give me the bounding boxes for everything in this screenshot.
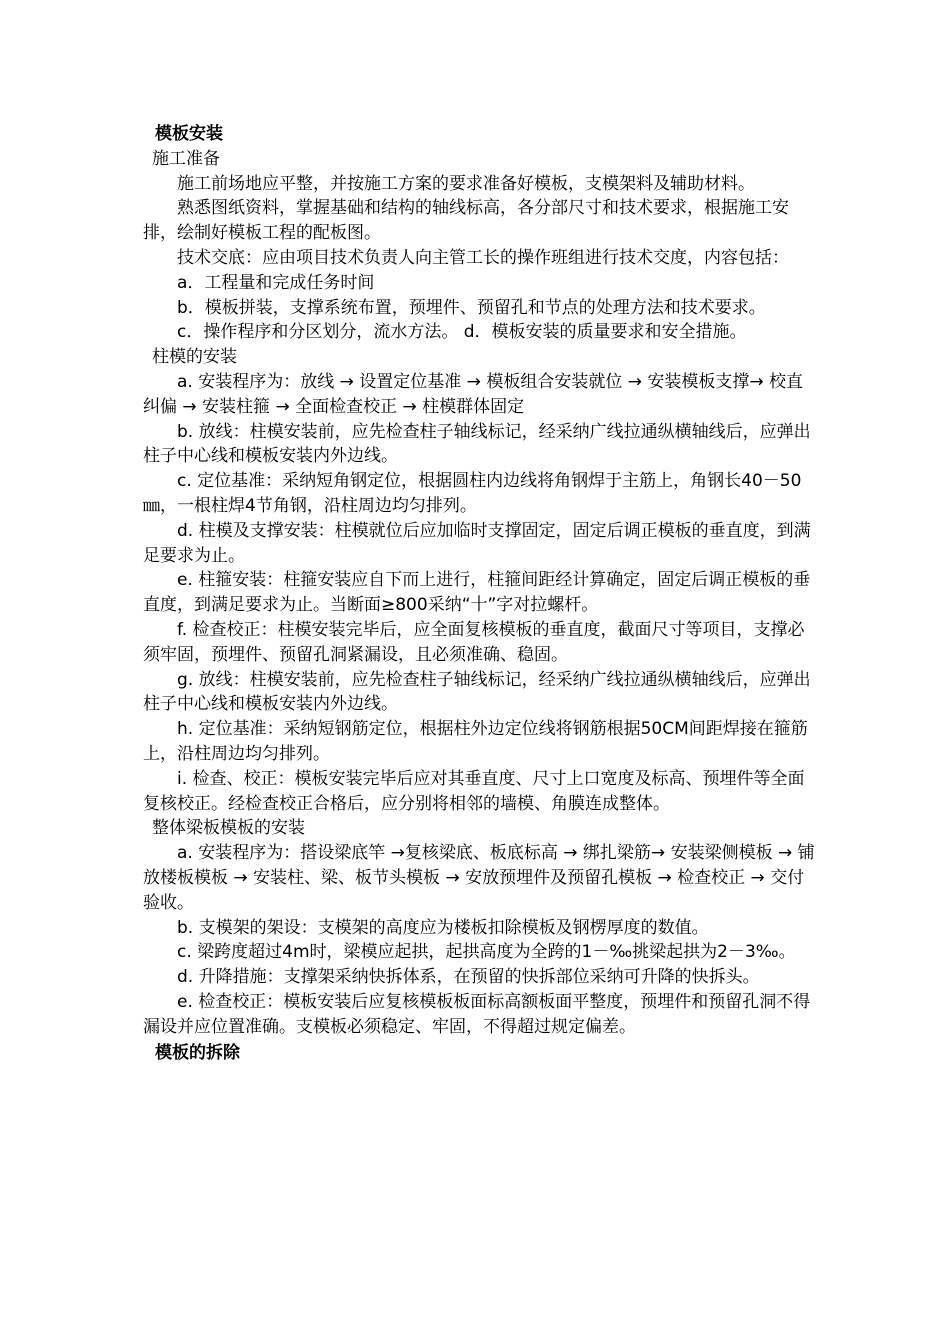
heading-beam-slab-formwork: 整体梁板模板的安装 — [152, 818, 305, 839]
document-body — [143, 122, 815, 1066]
list-item: e. 柱箍安装：柱箍安装应自下而上进行，柱箍间距经计算确定，固定后调正模板的垂直度，到满足要求为止。当断面≥800采纳“十”字对拉螺杆。 — [143, 570, 811, 616]
heading-column-formwork: 柱模的安装 — [152, 347, 237, 368]
list-item: b．模板拼装，支撑系统布置，预埋件、预留孔和节点的处理方法和技术要求。 — [177, 297, 766, 318]
list-item: a. 安装程序为：放线 → 设置定位基准 → 模板组合安装就位 → 安装模板支撑→ 校直纠偏 → 安装柱箍 → 全面检查校正 → 柱模群体固定 — [143, 371, 804, 417]
list-item: a．工程量和完成任务时间 — [177, 272, 375, 293]
list-item: b. 支模架的架设：支模架的高度应为楼板扣除模板及钢楞厚度的数值。 — [177, 917, 709, 938]
list-item: g. 放线：柱模安装前，应先检查柱子轴线标记，经采纳广线拉通纵横轴线后，应弹出柱子中心线和模板安装内外边线。 — [143, 669, 811, 715]
paragraph: 技术交底：应由项目技术负责人向主管工长的操作班组进行技术交度，内容包括： — [177, 247, 789, 268]
heading-preparation: 施工准备 — [152, 148, 220, 169]
list-item: f. 检查校正：柱模安装完毕后，应全面复核模板的垂直度，截面尺寸等项目，支撑必须牢固，预埋件、预留孔洞紧漏设，且必须准确、稳固。 — [143, 619, 805, 665]
list-item: h. 定位基准：采纳短钢筋定位，根据柱外边定位线将钢筋根据50CM间距焊接在箍筋上，沿柱周边均匀排列。 — [143, 719, 808, 764]
list-item: c. 定位基准：采纳短角钢定位，根据圆柱内边线将角钢焊于主筋上，角钢长40－50㎜，一根柱焊4节角钢，沿柱周边均匀排列。 — [143, 471, 802, 516]
list-item: c．操作程序和分区划分，流水方法。 d．模板安装的质量要求和安全措施。 — [177, 322, 747, 343]
list-item: e. 检查校正：模板安装后应复核模板板面标高额板面平整度，预埋件和预留孔洞不得漏设并应位置准确。支模板必须稳定、牢固，不得超过规定偏差。 — [143, 991, 811, 1037]
paragraph: 熟悉图纸资料，掌握基础和结构的轴线标高，各分部尺寸和技术要求，根据施工安排，绘制好模板工程的配板图。 — [143, 198, 789, 244]
section-title-formwork-removal: 模板的拆除 — [155, 1043, 240, 1064]
list-item: c. 梁跨度超过4m时，梁模应起拱，起拱高度为全跨的1－‰挑梁起拱为2－3‰。 — [177, 942, 796, 963]
list-item: d. 升降措施：支撑架采纳快拆体系，在预留的快拆部位采纳可升降的快拆头。 — [177, 967, 760, 988]
list-item: d. 柱模及支撑安装：柱模就位后应加临时支撑固定，固定后调正模板的垂直度，到满足要求为止。 — [143, 520, 811, 566]
list-item: b. 放线：柱模安装前，应先检查柱子轴线标记，经采纳广线拉通纵横轴线后，应弹出柱子中心线和模板安装内外边线。 — [143, 421, 811, 467]
section-title-formwork-install: 模板安装 — [155, 124, 223, 144]
paragraph: 施工前场地应平整，并按施工方案的要求准备好模板，支模架料及辅助材料。 — [177, 173, 755, 194]
list-item: a. 安装程序为：搭设梁底竿 →复核梁底、板底标高 → 绑扎梁筋→ 安装梁侧模板 → 铺放楼板模板 → 安装柱、梁、板节头模板 → 安放预埋件及预留孔模板 → 检查校正 → 交付验收。 — [143, 843, 815, 913]
list-item: i. 检查、校正：模板安装完毕后应对其垂直度、尺寸上口宽度及标高、预埋件等全面复核校正。经检查校正合格后，应分别将相邻的墙模、角膜连成整体。 — [143, 768, 805, 814]
